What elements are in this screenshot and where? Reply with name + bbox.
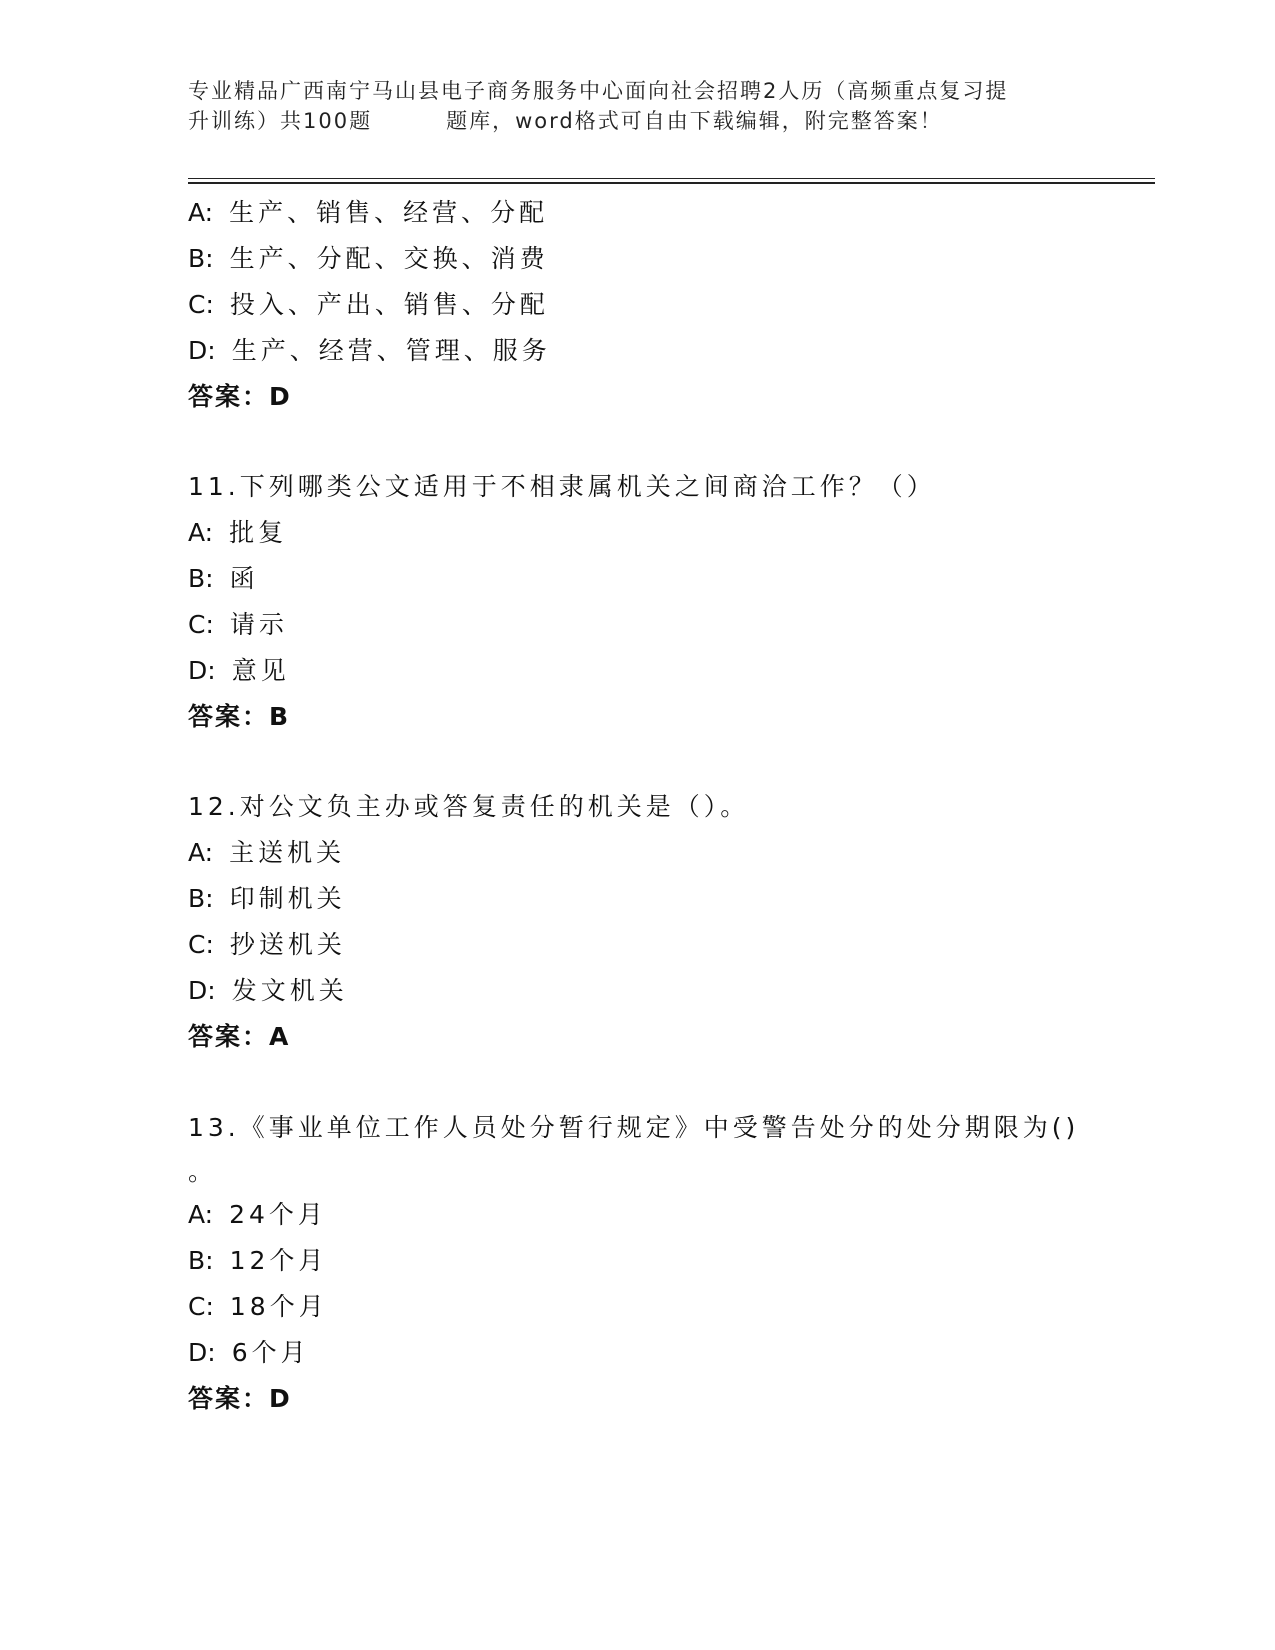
option-key: C: <box>188 1292 214 1321</box>
option-key: A: <box>188 198 214 227</box>
header-divider-thick <box>188 182 1155 184</box>
option-text: 生产、分配、交换、消费 <box>229 244 549 273</box>
option-d <box>188 648 1148 694</box>
option-b <box>188 876 1148 922</box>
document-header <box>188 76 1088 136</box>
question-text <box>188 1104 1078 1192</box>
option-key: D: <box>188 976 216 1005</box>
option-b <box>188 556 1148 602</box>
option-key: B: <box>188 244 214 273</box>
option-a <box>188 830 1148 876</box>
option-text: 18个月 <box>229 1292 328 1321</box>
answer-line: 答案：D <box>188 1384 292 1413</box>
answer-line: 答案：A <box>188 1022 291 1051</box>
option-a <box>188 510 1148 556</box>
option-key: C: <box>188 930 214 959</box>
option-key: A: <box>188 1200 214 1229</box>
option-key: B: <box>188 884 214 913</box>
question-block-11 <box>188 464 1148 740</box>
option-key: D: <box>188 336 216 365</box>
question-text-line-1: 13.《事业单位工作人员处分暂行规定》中受警告处分的处分期限为() <box>188 1113 1080 1142</box>
option-text: 印制机关 <box>229 884 346 913</box>
option-d <box>188 1330 1148 1376</box>
option-a <box>188 190 1148 236</box>
header-line-2 <box>188 106 1088 136</box>
option-c <box>188 1284 1148 1330</box>
option-b <box>188 1238 1148 1284</box>
option-key: D: <box>188 656 216 685</box>
option-text: 12个月 <box>229 1246 328 1275</box>
option-text: 6个月 <box>231 1338 310 1367</box>
option-c <box>188 282 1148 328</box>
option-c <box>188 922 1148 968</box>
option-text: 抄送机关 <box>229 930 346 959</box>
header-line-2-right: 题库，word格式可自由下载编辑，附完整答案！ <box>446 109 943 133</box>
option-key: B: <box>188 564 214 593</box>
option-key: A: <box>188 838 214 867</box>
option-text: 生产、销售、经营、分配 <box>229 198 549 227</box>
question-text-line-2: 。 <box>188 1157 218 1186</box>
question-block-13 <box>188 1104 1148 1422</box>
option-d <box>188 968 1148 1014</box>
option-text: 发文机关 <box>231 976 348 1005</box>
option-key: B: <box>188 1246 214 1275</box>
header-line-2-left: 升训练）共100题 <box>188 109 373 133</box>
option-c <box>188 602 1148 648</box>
option-a <box>188 1192 1148 1238</box>
option-text: 主送机关 <box>229 838 346 867</box>
question-list <box>188 190 1148 1422</box>
question-text: 12.对公文负主办或答复责任的机关是（）。 <box>188 792 750 821</box>
option-text: 意见 <box>231 656 290 685</box>
option-text: 投入、产出、销售、分配 <box>229 290 549 319</box>
option-text: 请示 <box>229 610 288 639</box>
header-divider-thin <box>188 178 1155 179</box>
option-b <box>188 236 1148 282</box>
option-key: C: <box>188 290 214 319</box>
answer-line: 答案：D <box>188 382 292 411</box>
answer-line: 答案：B <box>188 702 291 731</box>
option-text: 批复 <box>229 518 288 547</box>
question-text: 11.下列哪类公文适用于不相隶属机关之间商洽工作？（） <box>188 472 936 501</box>
option-text: 24个月 <box>229 1200 327 1229</box>
option-text: 函 <box>229 564 259 593</box>
option-key: D: <box>188 1338 216 1367</box>
option-key: C: <box>188 610 214 639</box>
option-d <box>188 328 1148 374</box>
header-line-1: 专业精品广西南宁马山县电子商务服务中心面向社会招聘2人历（高频重点复习提 <box>188 79 1009 103</box>
option-key: A: <box>188 518 214 547</box>
question-block-10 <box>188 190 1148 420</box>
question-block-12 <box>188 784 1148 1060</box>
option-text: 生产、经营、管理、服务 <box>231 336 551 365</box>
